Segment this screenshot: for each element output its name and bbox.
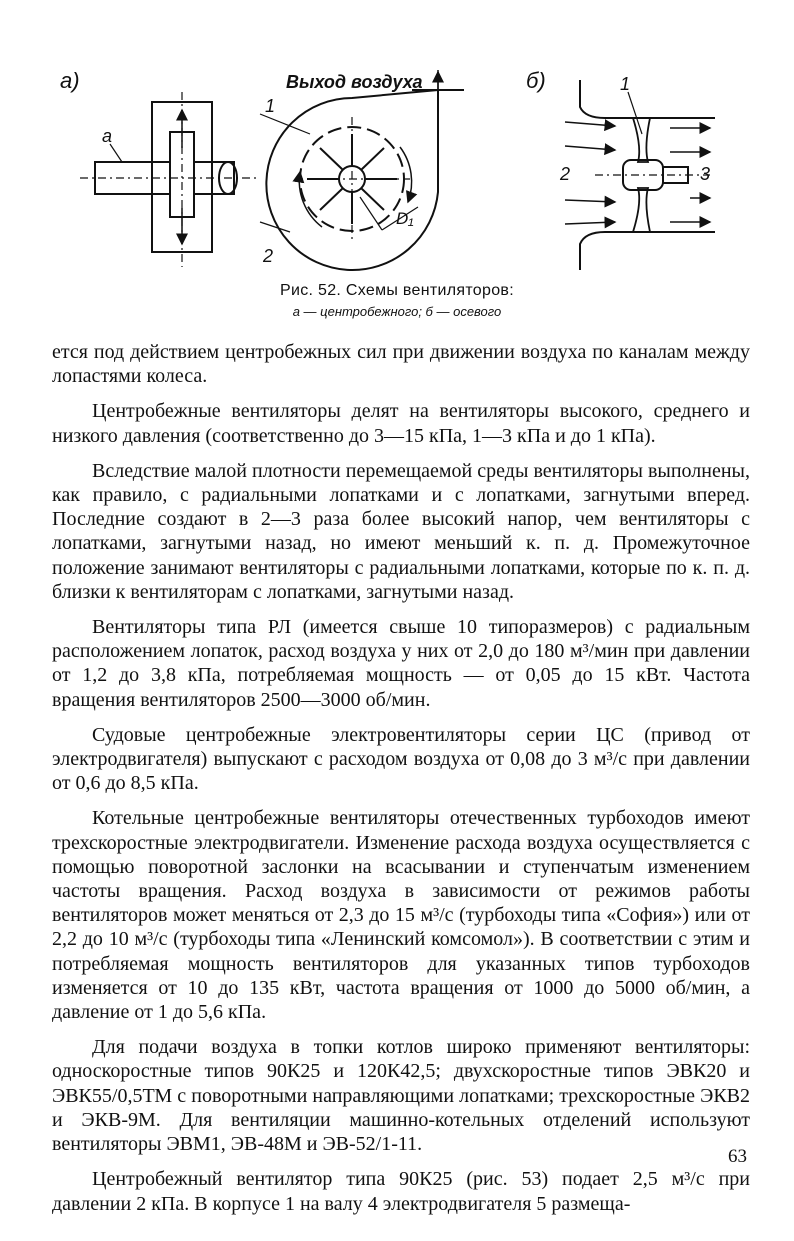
label-b: б) [526,68,546,93]
callout-a: а [102,126,113,146]
page-number: 63 [728,1146,747,1167]
axial-fan-scheme [526,68,715,270]
centrifugal-fan-scheme [60,68,464,270]
callout-3b: 3 [700,164,711,184]
callout-2b: 2 [560,164,571,184]
paragraph-3: Вследствие малой плотности перемещаемой среды вентиляторы выполнены, как правило, с радиальными лопатками и с лопатками, загнутыми вперед. Последние создают в 2—3 раза более высокий напор, чем вентиляторы с лопатками, загнутыми назад, но имеют меньший к. п. д. Промежуточное положение занимают вентиляторы с радиальными лопатками, которые по к. п. д. близки к вентиляторам с лопатками, загнутыми назад. [52,459,750,603]
label-a: а) [60,68,80,93]
fan-schemes-figure [60,52,740,302]
callout-2a: 2 [263,246,274,266]
figure-caption [0,282,794,319]
paragraph-1: ется под действием центробежных сил при движении воздуха по каналам между лопастями колеса. [52,341,750,388]
paragraph-5: Судовые центробежные электровентиляторы серии ЦС (привод от электродвигателя) выпускают с расходом воздуха от 0,08 до 3 м³/с при давлении от 0,6 до 8,5 кПа. [52,723,750,795]
paragraph-4: Вентиляторы типа РЛ (имеется свыше 10 типоразмеров) с радиальным расположением лопаток, расход воздуха у них от 2,0 до 180 м³/мин при давлении от 1,2 до 3,8 кПа, потребляемая мощность — от 0,05 до 15 кВт. Частота вращения вентиляторов 2500—3000 об/мин. [52,616,750,711]
paragraph-7: Для подачи воздуха в топки котлов широко применяют вентиляторы: односкоростные типов 90К25 и 120К42,5; двухскоростные типов ЭВК20 и ЭВК55/0,5ТМ с поворотными направляющими лопатками; трехскоростные ЭКВ2 и ЭКВ-9М. Для вентиляции машинно-котельных отделений используют вентиляторы ЭВМ1, ЭВ-48М и ЭВ-52/1-11. [52,1036,750,1156]
body-text [52,340,750,1227]
caption-title: Рис. 52. Схемы вентиляторов: [280,282,514,299]
callout-d1: D₁ [396,209,414,228]
paragraph-6: Котельные центробежные вентиляторы отечественных турбоходов имеют трехскоростные электродвигатели. Изменение расхода воздуха осуществляется с помощью поворотной заслонки на всасывании и ступенчатым изменением частоты вращения. Расход воздуха в зависимости от режимов работы вентиляторов может меняться от 2,3 до 15 м³/с (турбоходы типа «София») или от 2,2 до 10 м³/с (турбоходы типа «Ленинский комсомол»). В соответствии с этим и потребляемая мощность вентиляторов для указанных типов турбоходов изменяется от 10 до 135 кВт, частота вращения от 1000 до 5000 об/мин, а давление от 1 до 5,6 кПа. [52,807,750,1024]
paragraph-2: Центробежные вентиляторы делят на вентиляторы высокого, среднего и низкого давления (соответственно до 3—15 кПа, 1—3 кПа и до 1 кПа). [52,400,750,447]
callout-1b: 1 [620,74,631,94]
air-outlet-label: Выход воздуха [286,72,423,92]
callout-1a: 1 [265,96,276,116]
paragraph-8: Центробежный вентилятор типа 90К25 (рис. 53) подает 2,5 м³/с при давлении 2 кПа. В корпусе 1 на валу 4 электродвигателя 5 размеща- [52,1168,750,1215]
caption-subtitle: а — центробежного; б — осевого [292,304,502,319]
